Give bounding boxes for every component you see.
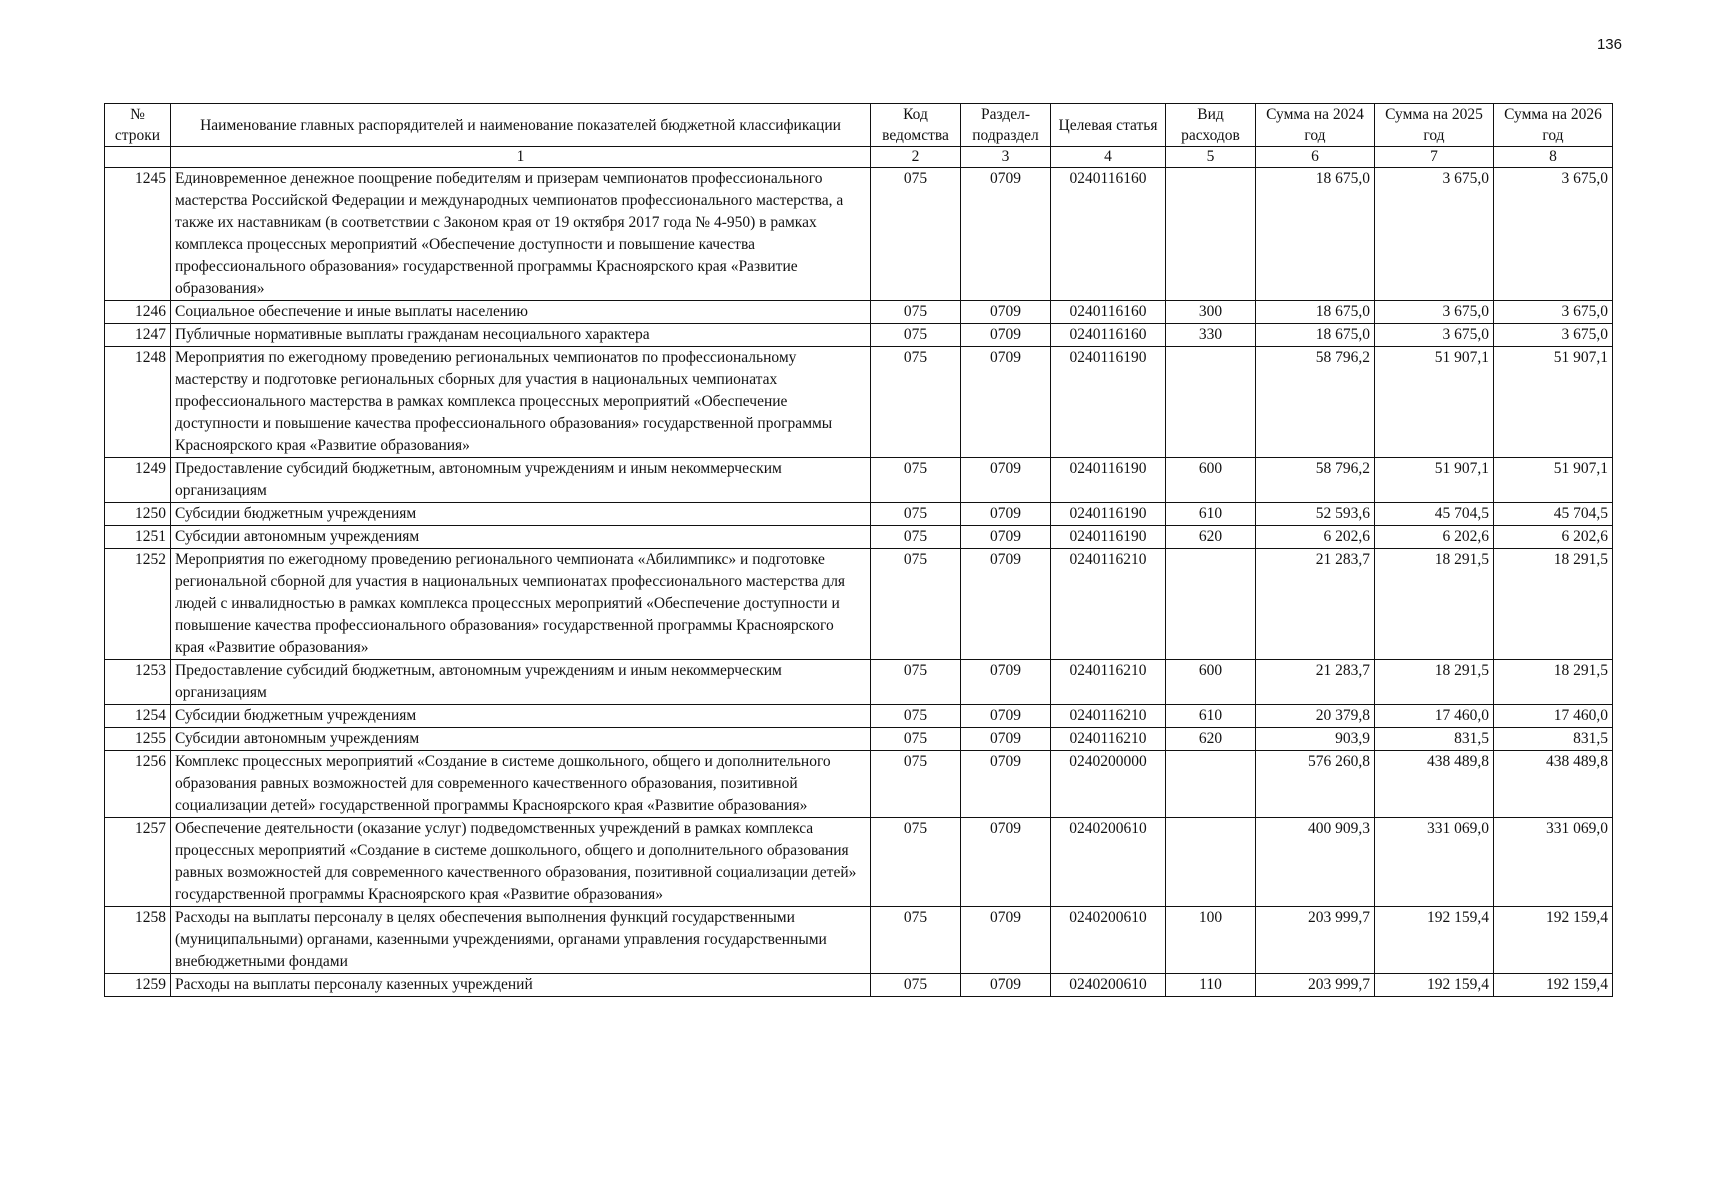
row-dept-code: 075 — [871, 549, 961, 660]
row-section: 0709 — [961, 324, 1051, 347]
row-section: 0709 — [961, 728, 1051, 751]
row-name: Единовременное денежное поощрение победителям и призерам чемпионатов профессионального мастерства Российской Федерации и международных чемпионатов профессионального мастерства, а также их наставникам (в соответствии с Законом края от 19 октября 2017 года № 4-950) в рамках комплекса процессных мероприятий «Обеспечение доступности и повышение качества профессионального образования» государственной программы Красноярского края «Развитие образования» — [171, 168, 871, 301]
row-dept-code: 075 — [871, 974, 961, 997]
row-name: Предоставление субсидий бюджетным, автономным учреждениям и иным некоммерческим организациям — [171, 660, 871, 705]
table-row — [105, 324, 1613, 347]
row-name: Мероприятия по ежегодному проведению региональных чемпионатов по профессиональному мастерству и подготовке региональных сборных для участия в национальных чемпионатах профессионального мастерства в рамках комплекса процессных мероприятий «Обеспечение доступности и повышение качества профессионального образования» государственной программы Красноярского края «Развитие образования» — [171, 347, 871, 458]
row-sum-2026: 438 489,8 — [1494, 751, 1613, 818]
table-row — [105, 660, 1613, 705]
table-row — [105, 728, 1613, 751]
row-target-article: 0240116210 — [1051, 705, 1166, 728]
row-sum-2026: 18 291,5 — [1494, 549, 1613, 660]
row-number: 1251 — [105, 526, 171, 549]
row-dept-code: 075 — [871, 907, 961, 974]
row-number: 1258 — [105, 907, 171, 974]
row-sum-2025: 192 159,4 — [1375, 907, 1494, 974]
row-dept-code: 075 — [871, 503, 961, 526]
row-section: 0709 — [961, 168, 1051, 301]
column-number: 3 — [961, 147, 1051, 168]
row-sum-2024: 6 202,6 — [1256, 526, 1375, 549]
row-sum-2024: 576 260,8 — [1256, 751, 1375, 818]
row-expense-kind: 600 — [1166, 660, 1256, 705]
row-name: Субсидии бюджетным учреждениям — [171, 503, 871, 526]
row-expense-kind — [1166, 168, 1256, 301]
row-dept-code: 075 — [871, 168, 961, 301]
row-name: Субсидии автономным учреждениям — [171, 526, 871, 549]
column-number-row — [105, 147, 1613, 168]
page-number: 136 — [1596, 36, 1622, 53]
row-target-article: 0240200610 — [1051, 818, 1166, 907]
row-sum-2024: 903,9 — [1256, 728, 1375, 751]
row-sum-2024: 21 283,7 — [1256, 660, 1375, 705]
row-expense-kind: 330 — [1166, 324, 1256, 347]
header-section: Раздел-подраздел — [961, 104, 1051, 147]
row-section: 0709 — [961, 526, 1051, 549]
row-name: Социальное обеспечение и иные выплаты населению — [171, 301, 871, 324]
row-dept-code: 075 — [871, 324, 961, 347]
row-section: 0709 — [961, 974, 1051, 997]
row-target-article: 0240116210 — [1051, 728, 1166, 751]
row-target-article: 0240200000 — [1051, 751, 1166, 818]
row-sum-2024: 203 999,7 — [1256, 974, 1375, 997]
row-number: 1255 — [105, 728, 171, 751]
row-target-article: 0240200610 — [1051, 974, 1166, 997]
row-number: 1247 — [105, 324, 171, 347]
row-section: 0709 — [961, 458, 1051, 503]
header-sum-2026: Сумма на 2026 год — [1494, 104, 1613, 147]
row-section: 0709 — [961, 660, 1051, 705]
row-section: 0709 — [961, 818, 1051, 907]
column-number: 7 — [1375, 147, 1494, 168]
row-sum-2024: 400 909,3 — [1256, 818, 1375, 907]
row-section: 0709 — [961, 301, 1051, 324]
row-sum-2024: 18 675,0 — [1256, 301, 1375, 324]
row-expense-kind: 300 — [1166, 301, 1256, 324]
table-row — [105, 347, 1613, 458]
row-sum-2025: 45 704,5 — [1375, 503, 1494, 526]
row-target-article: 0240116160 — [1051, 324, 1166, 347]
row-sum-2026: 192 159,4 — [1494, 974, 1613, 997]
row-sum-2026: 6 202,6 — [1494, 526, 1613, 549]
row-sum-2024: 21 283,7 — [1256, 549, 1375, 660]
table-row — [105, 526, 1613, 549]
row-sum-2025: 18 291,5 — [1375, 549, 1494, 660]
table-row — [105, 818, 1613, 907]
row-dept-code: 075 — [871, 301, 961, 324]
table-row — [105, 168, 1613, 301]
row-number: 1252 — [105, 549, 171, 660]
row-number: 1254 — [105, 705, 171, 728]
table-row — [105, 301, 1613, 324]
header-dept-code: Код ведомства — [871, 104, 961, 147]
row-sum-2026: 3 675,0 — [1494, 301, 1613, 324]
row-expense-kind: 610 — [1166, 705, 1256, 728]
row-sum-2026: 17 460,0 — [1494, 705, 1613, 728]
row-name: Мероприятия по ежегодному проведению регионального чемпионата «Абилимпикс» и подготовке региональной сборной для участия в национальных чемпионатах профессионального мастерства для людей с инвалидностью в рамках комплекса процессных мероприятий «Обеспечение доступности и повышение качества профессионального образования» государственной программы Красноярского края «Развитие образования» — [171, 549, 871, 660]
row-expense-kind: 610 — [1166, 503, 1256, 526]
column-number: 2 — [871, 147, 961, 168]
row-sum-2025: 18 291,5 — [1375, 660, 1494, 705]
row-sum-2025: 192 159,4 — [1375, 974, 1494, 997]
row-name: Расходы на выплаты персоналу казенных учреждений — [171, 974, 871, 997]
row-dept-code: 075 — [871, 818, 961, 907]
row-number: 1256 — [105, 751, 171, 818]
row-sum-2025: 51 907,1 — [1375, 458, 1494, 503]
row-target-article: 0240116190 — [1051, 458, 1166, 503]
row-section: 0709 — [961, 549, 1051, 660]
table-row — [105, 458, 1613, 503]
row-section: 0709 — [961, 503, 1051, 526]
row-dept-code: 075 — [871, 347, 961, 458]
row-name: Субсидии бюджетным учреждениям — [171, 705, 871, 728]
row-target-article: 0240200610 — [1051, 907, 1166, 974]
row-number: 1257 — [105, 818, 171, 907]
row-sum-2026: 831,5 — [1494, 728, 1613, 751]
column-number: 6 — [1256, 147, 1375, 168]
row-sum-2025: 51 907,1 — [1375, 347, 1494, 458]
row-expense-kind — [1166, 751, 1256, 818]
row-sum-2026: 51 907,1 — [1494, 347, 1613, 458]
row-sum-2025: 331 069,0 — [1375, 818, 1494, 907]
row-number: 1250 — [105, 503, 171, 526]
row-expense-kind: 110 — [1166, 974, 1256, 997]
row-expense-kind: 620 — [1166, 728, 1256, 751]
row-expense-kind — [1166, 818, 1256, 907]
row-number: 1245 — [105, 168, 171, 301]
row-expense-kind: 620 — [1166, 526, 1256, 549]
row-target-article: 0240116190 — [1051, 347, 1166, 458]
column-number — [105, 147, 171, 168]
row-sum-2024: 52 593,6 — [1256, 503, 1375, 526]
row-sum-2024: 18 675,0 — [1256, 324, 1375, 347]
row-sum-2025: 3 675,0 — [1375, 168, 1494, 301]
row-target-article: 0240116190 — [1051, 526, 1166, 549]
row-dept-code: 075 — [871, 458, 961, 503]
table-row — [105, 974, 1613, 997]
row-sum-2026: 51 907,1 — [1494, 458, 1613, 503]
row-section: 0709 — [961, 907, 1051, 974]
table-body — [105, 168, 1613, 997]
table-row — [105, 751, 1613, 818]
table-row — [105, 705, 1613, 728]
column-number: 8 — [1494, 147, 1613, 168]
row-name: Обеспечение деятельности (оказание услуг) подведомственных учреждений в рамках комплекса процессных мероприятий «Создание в системе дошкольного, общего и дополнительного образования равных возможностей для современного качественного образования, позитивной социализации детей» государственной программы Красноярского края «Развитие образования» — [171, 818, 871, 907]
column-number: 1 — [171, 147, 871, 168]
budget-table — [104, 103, 1613, 997]
row-expense-kind — [1166, 549, 1256, 660]
row-sum-2024: 58 796,2 — [1256, 458, 1375, 503]
row-expense-kind: 100 — [1166, 907, 1256, 974]
row-dept-code: 075 — [871, 526, 961, 549]
row-number: 1259 — [105, 974, 171, 997]
row-sum-2026: 3 675,0 — [1494, 168, 1613, 301]
row-dept-code: 075 — [871, 705, 961, 728]
row-expense-kind: 600 — [1166, 458, 1256, 503]
row-target-article: 0240116210 — [1051, 660, 1166, 705]
row-sum-2024: 203 999,7 — [1256, 907, 1375, 974]
row-target-article: 0240116160 — [1051, 168, 1166, 301]
column-number: 4 — [1051, 147, 1166, 168]
header-row-no: № строки — [105, 104, 171, 147]
column-number: 5 — [1166, 147, 1256, 168]
row-sum-2025: 17 460,0 — [1375, 705, 1494, 728]
row-section: 0709 — [961, 705, 1051, 728]
header-sum-2025: Сумма на 2025 год — [1375, 104, 1494, 147]
row-sum-2026: 192 159,4 — [1494, 907, 1613, 974]
row-number: 1248 — [105, 347, 171, 458]
header-target-article: Целевая статья — [1051, 104, 1166, 147]
row-target-article: 0240116190 — [1051, 503, 1166, 526]
row-sum-2025: 3 675,0 — [1375, 324, 1494, 347]
row-name: Субсидии автономным учреждениям — [171, 728, 871, 751]
row-sum-2026: 18 291,5 — [1494, 660, 1613, 705]
row-section: 0709 — [961, 347, 1051, 458]
row-sum-2024: 18 675,0 — [1256, 168, 1375, 301]
row-sum-2026: 45 704,5 — [1494, 503, 1613, 526]
row-name: Расходы на выплаты персоналу в целях обеспечения выполнения функций государственными (муниципальными) органами, казенными учреждениями, органами управления государственными внебюджетными фондами — [171, 907, 871, 974]
row-target-article: 0240116160 — [1051, 301, 1166, 324]
header-expense-kind: Вид расходов — [1166, 104, 1256, 147]
row-sum-2026: 3 675,0 — [1494, 324, 1613, 347]
row-sum-2025: 831,5 — [1375, 728, 1494, 751]
row-number: 1249 — [105, 458, 171, 503]
table-row — [105, 549, 1613, 660]
row-sum-2024: 20 379,8 — [1256, 705, 1375, 728]
row-sum-2025: 438 489,8 — [1375, 751, 1494, 818]
header-row — [105, 104, 1613, 147]
row-target-article: 0240116210 — [1051, 549, 1166, 660]
table-row — [105, 503, 1613, 526]
row-name: Публичные нормативные выплаты гражданам несоциального характера — [171, 324, 871, 347]
row-name: Предоставление субсидий бюджетным, автономным учреждениям и иным некоммерческим организациям — [171, 458, 871, 503]
header-sum-2024: Сумма на 2024 год — [1256, 104, 1375, 147]
row-dept-code: 075 — [871, 751, 961, 818]
row-name: Комплекс процессных мероприятий «Создание в системе дошкольного, общего и дополнительного образования равных возможностей для современного качественного образования, позитивной социализации детей» государственной программы Красноярского края «Развитие образования» — [171, 751, 871, 818]
row-section: 0709 — [961, 751, 1051, 818]
row-sum-2024: 58 796,2 — [1256, 347, 1375, 458]
row-number: 1253 — [105, 660, 171, 705]
row-sum-2025: 6 202,6 — [1375, 526, 1494, 549]
header-name: Наименование главных распорядителей и наименование показателей бюджетной классификации — [171, 104, 871, 147]
row-expense-kind — [1166, 347, 1256, 458]
row-dept-code: 075 — [871, 728, 961, 751]
row-sum-2026: 331 069,0 — [1494, 818, 1613, 907]
row-number: 1246 — [105, 301, 171, 324]
table-row — [105, 907, 1613, 974]
row-sum-2025: 3 675,0 — [1375, 301, 1494, 324]
row-dept-code: 075 — [871, 660, 961, 705]
